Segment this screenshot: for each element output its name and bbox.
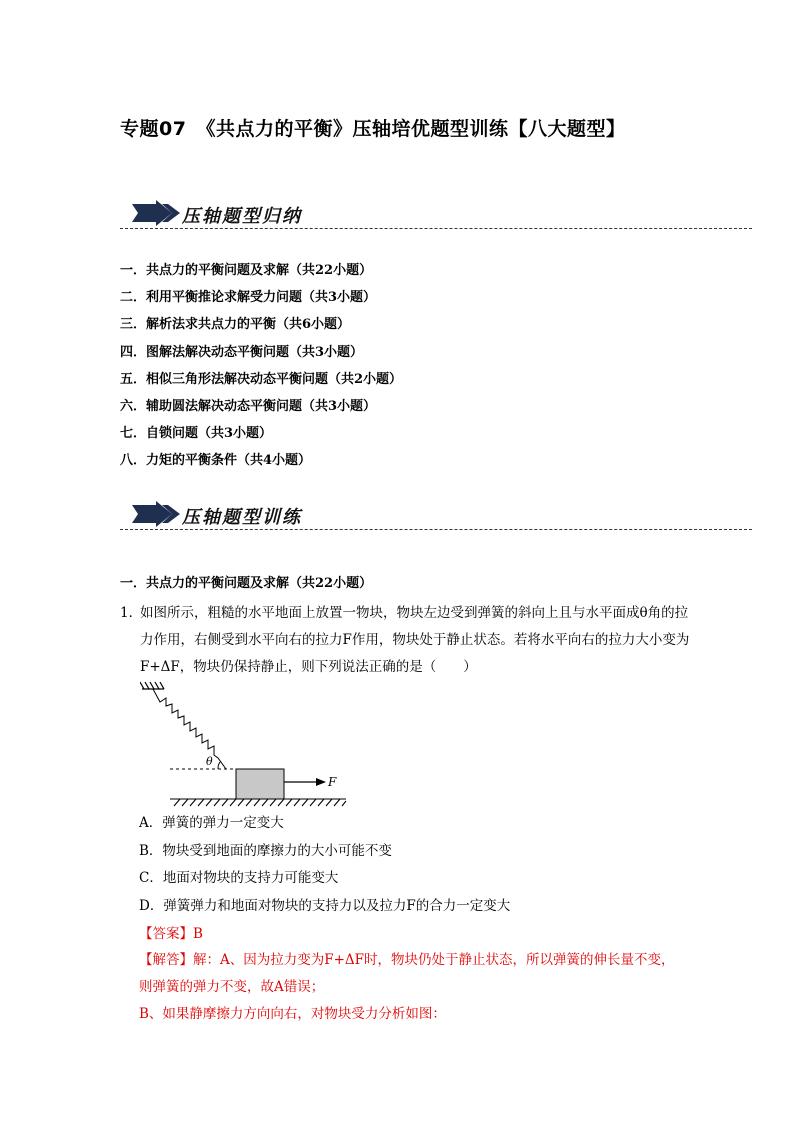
topic-item: 一．共点力的平衡问题及求解（共22小题） [120, 263, 373, 278]
angle-arc [218, 762, 220, 769]
option-b: B．物块受到地面的摩擦力的大小可能不变 [139, 842, 392, 859]
page-title: 专题07 《共点力的平衡》压轴培优题型训练【八大题型】 [120, 118, 626, 140]
option-c: C．地面对物块的支持力可能变大 [139, 870, 339, 886]
theta-label: θ [206, 755, 213, 768]
spring [153, 689, 226, 769]
dashed-divider [120, 529, 752, 530]
block [236, 769, 284, 799]
section-banner-summary [120, 196, 752, 236]
force-label: F [328, 775, 337, 789]
topic-list [120, 261, 402, 479]
ground [170, 799, 346, 806]
option-a: A．弹簧的弹力一定变大 [139, 815, 284, 831]
option-d: D．弹簧弹力和地面对物块的支持力以及拉力F的合力一定变大 [139, 897, 511, 914]
double-arrow-right-icon [132, 200, 180, 226]
ceiling-support [140, 682, 164, 689]
topic-item: 三．解析法求共点力的平衡（共6小题） [120, 317, 351, 333]
double-arrow-right-icon [132, 501, 180, 527]
topic-item: 八．力矩的平衡条件（共4小题） [120, 453, 312, 469]
answer-tag: 【答案】 [139, 926, 193, 942]
answer-options [139, 812, 510, 922]
question-text: 如图所示，粗糙的水平地面上放置一物块，物块左边受到弹簧的斜向上且与水平面成θ角的拉力作用，右侧受到水平向右的拉力F作用，物块处于静止状态。若将水平向右的拉力大小变为F+ΔF，物块仍保持静止，则下列说法正确的是（ ） [140, 605, 690, 675]
section-heading: 一．共点力的平衡问题及求解（共22小题） [120, 576, 373, 591]
answer-value: B [193, 926, 203, 942]
dashed-divider [120, 228, 752, 229]
answer-line [139, 922, 203, 942]
topic-item: 四．图解法解决动态平衡问题（共3小题） [120, 344, 364, 360]
explanation [139, 947, 687, 1028]
physics-diagram [140, 680, 360, 808]
topic-item: 七．自锁问题（共3小题） [120, 426, 273, 442]
explanation-tag: 【解答】 [139, 952, 193, 968]
banner-label: 压轴题型训练 [182, 507, 302, 528]
banner-label: 压轴题型归纳 [182, 206, 302, 227]
question-stem [120, 600, 690, 681]
explanation-line-1: 解：A、因为拉力变为F+ΔF时，物块仍处于静止状态，所以弹簧的伸长量不变，则弹簧的弹力不变，故A错误； [139, 952, 675, 995]
question-number: 1． [120, 605, 143, 621]
explanation-line-2: B、如果静摩擦力方向向右，对物块受力分析如图： [139, 1006, 446, 1022]
topic-item: 六．辅助圆法解决动态平衡问题（共3小题） [120, 398, 377, 414]
section-banner-training [120, 497, 752, 537]
topic-item: 五．相似三角形法解决动态平衡问题（共2小题） [120, 371, 403, 387]
topic-item: 二．利用平衡推论求解受力问题（共3小题） [120, 290, 377, 306]
